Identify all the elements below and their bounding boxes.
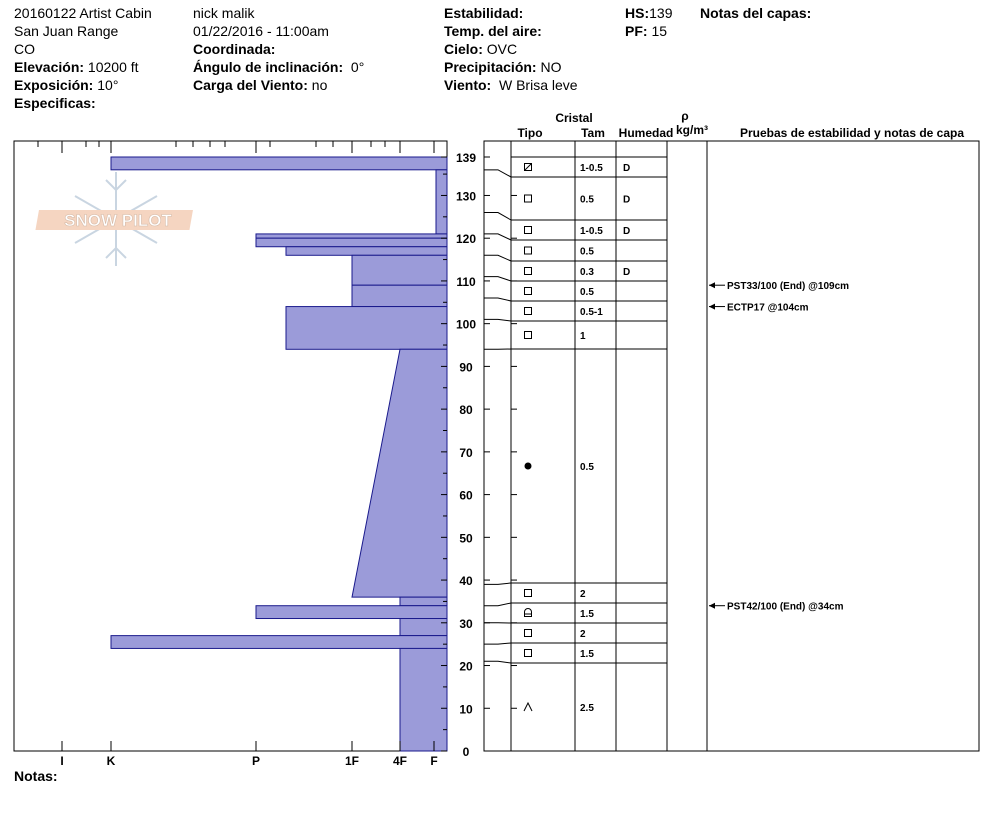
layer-connector	[484, 583, 511, 584]
depth-tick-label: 100	[455, 317, 477, 332]
sky-value: OVC	[486, 41, 518, 57]
depth-tick-label: 110	[456, 274, 476, 289]
grain-size-value: 1	[580, 331, 586, 342]
hardness-tick-label: P	[251, 754, 261, 768]
wind-value: W Brisa leve	[498, 77, 578, 93]
layer-table	[484, 141, 979, 751]
square-grain-icon	[525, 650, 532, 657]
grain-size-value: 2	[580, 589, 586, 600]
hardness-bar	[400, 619, 447, 636]
depth-tick-label: 50	[459, 531, 473, 546]
snowpilot-logo	[35, 172, 193, 266]
hardness-bar	[400, 597, 447, 606]
hardness-bar	[256, 606, 447, 619]
stability-label: Estabilidad:	[444, 5, 524, 21]
hardness-bar	[256, 234, 447, 238]
test-arrow-head	[709, 282, 715, 288]
state-name: CO	[14, 41, 35, 57]
test-arrow-head	[709, 603, 715, 609]
moisture-value: D	[623, 194, 631, 206]
layer-notes-label: Notas del capas:	[700, 5, 812, 21]
grain-size-value: 0.5	[580, 462, 594, 473]
stability-test-label: ECTP17 @104cm	[727, 302, 809, 314]
grain-size-value: 0.5-1	[580, 307, 603, 318]
hardness-tick-label: 1F	[344, 754, 360, 768]
hardness-bar	[352, 255, 447, 285]
stability-test-label: PST33/100 (End) @109cm	[727, 281, 850, 293]
density-unit-header: kg/m³	[675, 123, 709, 137]
elevation-value: 10200 ft	[87, 59, 139, 75]
hardness-tick-label: K	[106, 754, 116, 768]
depth-tick-label: 90	[459, 360, 473, 375]
elevation-label: Elevación:	[14, 59, 85, 75]
hs-value: 139	[649, 5, 673, 21]
observer-name: nick malik	[193, 5, 255, 21]
grain-size-value: 1.5	[580, 649, 594, 660]
grain-size-value: 2.5	[580, 703, 594, 714]
depth-tick-label: 120	[455, 232, 477, 247]
layer-connector	[484, 298, 511, 301]
test-arrow-head	[709, 304, 715, 310]
sky-label: Cielo:	[444, 41, 483, 57]
precip-value: NO	[540, 59, 562, 75]
grain-size-value: 0.5	[580, 194, 594, 206]
hatched-grain-icon	[525, 609, 532, 617]
moisture-value: D	[623, 267, 631, 278]
pf-label: PF:	[625, 23, 648, 39]
depth-tick-label: 20	[459, 659, 473, 674]
hardness-bar	[256, 238, 447, 247]
exposure-value: 10°	[97, 77, 119, 93]
layer-connector	[484, 643, 511, 644]
depth-tick-label: 80	[459, 403, 473, 418]
grain-size-value: 0.3	[580, 267, 594, 278]
boxed-slash-grain-icon-stroke	[525, 164, 532, 171]
size-header: Tam	[581, 126, 605, 140]
hardness-tick-label: 4F	[392, 754, 408, 768]
grain-size-value: 2	[580, 629, 586, 640]
depth-tick-label: 60	[459, 488, 473, 503]
coordinates-label: Coordinada:	[193, 41, 276, 57]
grain-size-value: 0.5	[580, 287, 594, 298]
precip-label: Precipitación:	[444, 59, 537, 75]
depth-tick-label: 30	[459, 616, 473, 631]
moisture-header: Humedad	[618, 126, 674, 140]
air-temp-label: Temp. del aire:	[444, 23, 542, 39]
layer-connector	[484, 661, 511, 663]
caret-grain-icon	[524, 703, 532, 711]
grain-size-value: 0.5	[580, 246, 594, 258]
angle-label: Ángulo de inclinación:	[193, 59, 344, 75]
type-header: Tipo	[517, 126, 543, 140]
hardness-bar	[352, 349, 447, 597]
grain-size-value: 1.5	[580, 609, 594, 620]
depth-tick-label: 0	[462, 745, 470, 759]
layer-connector	[484, 234, 511, 240]
crystal-header: Cristal	[555, 111, 593, 125]
table-border	[484, 141, 979, 751]
depth-tick-label: 70	[459, 445, 473, 460]
hardness-bars	[111, 157, 447, 751]
location-name: 20160122 Artist Cabin	[14, 5, 152, 21]
notes-label: Notas:	[14, 768, 58, 784]
hardness-bar	[400, 648, 447, 751]
layer-connector	[484, 213, 511, 220]
hardness-bar	[286, 247, 447, 256]
logo-text: SNOW PILOT	[64, 211, 172, 230]
exposure-label: Exposición:	[14, 77, 94, 93]
square-grain-icon	[525, 227, 532, 234]
square-grain-icon	[525, 247, 532, 254]
layer-connector	[484, 170, 511, 177]
hardness-bar	[436, 170, 447, 234]
wind-label: Viento:	[444, 77, 492, 93]
pf-value: 15	[651, 23, 668, 39]
layer-connector	[484, 319, 511, 321]
hs-label: HS:	[625, 5, 650, 21]
grain-size-value: 1-0.5	[580, 226, 603, 237]
wind-load-value: no	[311, 77, 328, 93]
depth-axis	[441, 151, 490, 759]
moisture-value: D	[623, 163, 631, 174]
square-grain-icon	[525, 195, 532, 202]
square-grain-icon	[525, 288, 532, 295]
moisture-value: D	[623, 226, 631, 237]
wind-load-label: Carga del Viento:	[193, 77, 308, 93]
tests-header: Pruebas de estabilidad y notas de capa	[739, 126, 965, 140]
layer-connector	[484, 255, 511, 261]
dot-grain-icon	[525, 463, 532, 470]
square-grain-icon	[525, 590, 532, 597]
hardness-tick-label: F	[430, 754, 438, 768]
depth-tick-label: 130	[455, 189, 477, 204]
rho-header: ρ	[681, 109, 689, 123]
stability-test-label: PST42/100 (End) @34cm	[727, 601, 844, 613]
angle-value: 0°	[350, 59, 365, 75]
square-grain-icon	[525, 332, 532, 339]
square-grain-icon	[525, 268, 532, 275]
range-name: San Juan Range	[14, 23, 119, 39]
specifics-label: Especificas:	[14, 95, 96, 111]
hardness-tick-label: I	[60, 754, 64, 768]
hardness-bar	[352, 285, 447, 306]
depth-tick-label: 10	[459, 702, 473, 717]
depth-tick-label: 139	[455, 151, 477, 165]
square-grain-icon	[525, 630, 532, 637]
depth-tick-label: 40	[459, 574, 473, 589]
hardness-bar	[111, 636, 447, 649]
layer-connector	[484, 277, 511, 281]
hardness-axis	[60, 741, 437, 768]
layer-connector	[484, 603, 511, 606]
hardness-bar	[111, 157, 447, 170]
grain-size-value: 1-0.5	[580, 163, 603, 174]
hardness-bar	[286, 307, 447, 350]
observation-datetime: 01/22/2016 - 11:00am	[193, 23, 329, 39]
square-grain-icon	[525, 308, 532, 315]
